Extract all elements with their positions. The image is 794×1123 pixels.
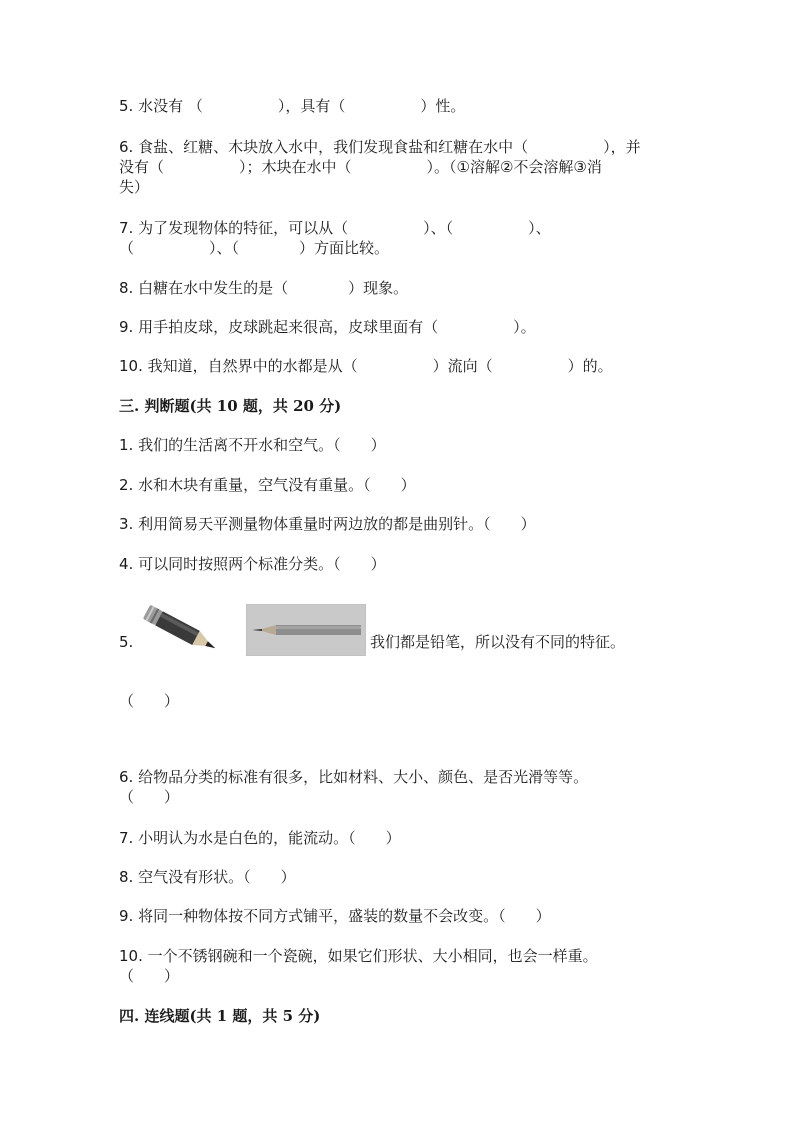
judge-question-5-text: 我们都是铅笔，所以没有不同的特征。 xyxy=(370,633,626,651)
question-7-line2: （ ）、（ ）方面比较。 xyxy=(119,239,390,257)
question-8: 8. 白糖在水中发生的是（ ）现象。 xyxy=(119,279,409,297)
question-6-line2: 没有（ ）；木块在水中（ ）。（①溶解②不会溶解③消 xyxy=(119,158,602,176)
judge-question-10-line1: 10. 一个不锈钢碗和一个瓷碗，如果它们形状、大小相同，也会一样重。 xyxy=(119,947,598,965)
question-7-line1: 7. 为了发现物体的特征，可以从（ ）、（ ）、 xyxy=(119,219,551,237)
judge-question-3: 3. 利用简易天平测量物体重量时两边放的都是曲别针。（ ） xyxy=(119,515,536,533)
question-9: 9. 用手拍皮球，皮球跳起来很高，皮球里面有（ ）。 xyxy=(119,318,536,336)
question-6-line1: 6. 食盐、红糖、木块放入水中，我们发现食盐和红糖在水中（ ），并 xyxy=(119,138,641,156)
question-10: 10. 我知道，自然界中的水都是从（ ）流向（ ）的。 xyxy=(119,357,613,375)
judge-question-5-answer-paren: （ ） xyxy=(119,692,180,710)
judge-question-2: 2. 水和木块有重量，空气没有重量。（ ） xyxy=(119,476,416,494)
question-5: 5. 水没有 （ ），具有（ ）性。 xyxy=(119,97,466,115)
judge-question-4: 4. 可以同时按照两个标准分类。（ ） xyxy=(119,555,386,573)
judge-question-6-line1: 6. 给物品分类的标准有很多，比如材料、大小、颜色、是否光滑等等。 xyxy=(119,768,589,786)
judge-question-1: 1. 我们的生活离不开水和空气。（ ） xyxy=(119,436,386,454)
judge-question-9: 9. 将同一种物体按不同方式铺平，盛装的数量不会改变。（ ） xyxy=(119,907,551,925)
judge-question-5-number: 5. xyxy=(119,633,134,651)
judge-question-8: 8. 空气没有形状。（ ） xyxy=(119,868,296,886)
judge-question-7: 7. 小明认为水是白色的，能流动。（ ） xyxy=(119,829,401,847)
judge-question-10-line2: （ ） xyxy=(119,967,180,985)
judge-question-6-line2: （ ） xyxy=(119,788,180,806)
question-6-line3: 失） xyxy=(119,178,150,196)
long-gray-pencil-photo xyxy=(246,604,366,656)
section-4-title: 四. 连线题(共 1 题，共 5 分) xyxy=(119,1007,321,1025)
short-dark-pencil-icon xyxy=(136,600,226,660)
section-3-title: 三. 判断题(共 10 题，共 20 分) xyxy=(119,397,342,415)
